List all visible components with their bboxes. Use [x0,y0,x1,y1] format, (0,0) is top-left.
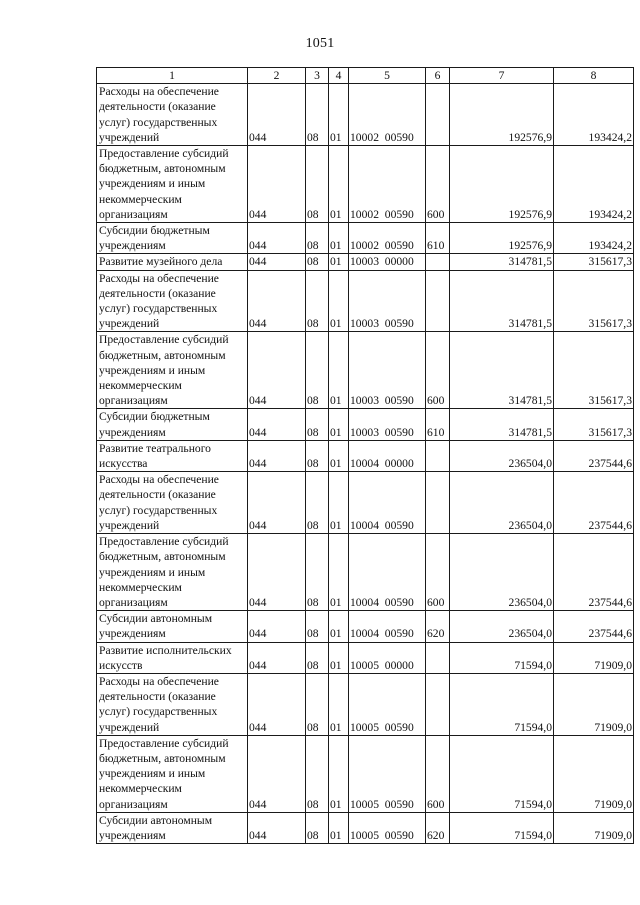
expense-type-cell: 620 [426,812,450,843]
row-name-cell: Субсидии бюджетным учреждениям [97,223,248,254]
section-code-cell: 08 [306,270,329,332]
amount-col7-cell: 71594,0 [450,812,554,843]
row-name-cell: Субсидии автономным учреждениям [97,611,248,642]
ministry-code-cell: 044 [248,254,306,270]
section-code-cell: 08 [306,332,329,409]
table-row [97,84,634,146]
amount-col7-cell: 192576,9 [450,223,554,254]
section-code-cell: 08 [306,611,329,642]
column-header-6: 6 [426,68,450,84]
column-header-8: 8 [554,68,634,84]
subsection-code-cell: 01 [329,254,349,270]
ministry-code-cell: 044 [248,812,306,843]
amount-col8-cell: 71909,0 [554,673,634,735]
column-header-1: 1 [97,68,248,84]
target-code-cell: 10003 00590 [349,332,426,409]
section-code-cell: 08 [306,84,329,146]
section-code-cell: 08 [306,146,329,223]
ministry-code-cell: 044 [248,642,306,673]
table-row [97,611,634,642]
amount-col8-cell: 315617,3 [554,409,634,440]
section-code-cell: 08 [306,472,329,534]
budget-table [96,67,634,844]
section-code-cell: 08 [306,735,329,812]
column-header-5: 5 [349,68,426,84]
amount-col7-cell: 71594,0 [450,673,554,735]
target-code-cell: 10004 00000 [349,440,426,471]
target-code-cell: 10005 00590 [349,673,426,735]
table-row [97,440,634,471]
target-code-cell: 10004 00590 [349,472,426,534]
ministry-code-cell: 044 [248,146,306,223]
amount-col7-cell: 314781,5 [450,270,554,332]
row-name-cell: Расходы на обеспечение деятельности (оказание услуг) государственных учреждений [97,84,248,146]
table-header-row [97,68,634,84]
ministry-code-cell: 044 [248,332,306,409]
ministry-code-cell: 044 [248,223,306,254]
table-row [97,146,634,223]
table-row [97,472,634,534]
row-name-cell: Субсидии автономным учреждениям [97,812,248,843]
amount-col7-cell: 314781,5 [450,409,554,440]
table-row [97,735,634,812]
row-name-cell: Развитие театрального искусства [97,440,248,471]
ministry-code-cell: 044 [248,611,306,642]
expense-type-cell: 600 [426,332,450,409]
amount-col8-cell: 237544,6 [554,611,634,642]
expense-type-cell: 610 [426,409,450,440]
expense-type-cell [426,440,450,471]
ministry-code-cell: 044 [248,673,306,735]
amount-col7-cell: 71594,0 [450,642,554,673]
ministry-code-cell: 044 [248,472,306,534]
amount-col8-cell: 71909,0 [554,812,634,843]
amount-col8-cell: 237544,6 [554,440,634,471]
amount-col7-cell: 236504,0 [450,472,554,534]
page-number: 1051 [305,36,335,51]
target-code-cell: 10002 00590 [349,223,426,254]
subsection-code-cell: 01 [329,332,349,409]
column-header-7: 7 [450,68,554,84]
target-code-cell: 10002 00590 [349,146,426,223]
amount-col7-cell: 236504,0 [450,534,554,611]
ministry-code-cell: 044 [248,735,306,812]
ministry-code-cell: 044 [248,84,306,146]
subsection-code-cell: 01 [329,642,349,673]
amount-col8-cell: 193424,2 [554,223,634,254]
table-row [97,812,634,843]
row-name-cell: Предоставление субсидий бюджетным, автономным учреждениям и иным некоммерческим организациям [97,332,248,409]
row-name-cell: Расходы на обеспечение деятельности (оказание услуг) государственных учреждений [97,673,248,735]
row-name-cell: Расходы на обеспечение деятельности (оказание услуг) государственных учреждений [97,270,248,332]
column-header-2: 2 [248,68,306,84]
section-code-cell: 08 [306,673,329,735]
amount-col8-cell: 71909,0 [554,642,634,673]
table-row [97,332,634,409]
table-body [97,84,634,844]
amount-col8-cell: 193424,2 [554,84,634,146]
section-code-cell: 08 [306,440,329,471]
ministry-code-cell: 044 [248,534,306,611]
column-header-3: 3 [306,68,329,84]
ministry-code-cell: 044 [248,409,306,440]
row-name-cell: Развитие музейного дела [97,254,248,270]
expense-type-cell [426,270,450,332]
section-code-cell: 08 [306,223,329,254]
amount-col8-cell: 315617,3 [554,254,634,270]
target-code-cell: 10003 00590 [349,270,426,332]
expense-type-cell [426,84,450,146]
target-code-cell: 10003 00590 [349,409,426,440]
row-name-cell: Предоставление субсидий бюджетным, автономным учреждениям и иным некоммерческим организациям [97,146,248,223]
ministry-code-cell: 044 [248,440,306,471]
subsection-code-cell: 01 [329,146,349,223]
row-name-cell: Расходы на обеспечение деятельности (оказание услуг) государственных учреждений [97,472,248,534]
target-code-cell: 10005 00000 [349,642,426,673]
table-row [97,223,634,254]
expense-type-cell [426,472,450,534]
amount-col7-cell: 236504,0 [450,611,554,642]
ministry-code-cell: 044 [248,270,306,332]
table-row [97,254,634,270]
amount-col8-cell: 237544,6 [554,472,634,534]
expense-type-cell [426,254,450,270]
subsection-code-cell: 01 [329,611,349,642]
subsection-code-cell: 01 [329,440,349,471]
section-code-cell: 08 [306,642,329,673]
section-code-cell: 08 [306,254,329,270]
target-code-cell: 10004 00590 [349,534,426,611]
expense-type-cell: 600 [426,735,450,812]
row-name-cell: Предоставление субсидий бюджетным, автономным учреждениям и иным некоммерческим организациям [97,534,248,611]
target-code-cell: 10005 00590 [349,812,426,843]
section-code-cell: 08 [306,812,329,843]
target-code-cell: 10002 00590 [349,84,426,146]
table-row [97,534,634,611]
amount-col7-cell: 192576,9 [450,84,554,146]
row-name-cell: Развитие исполнительских искусств [97,642,248,673]
amount-col7-cell: 71594,0 [450,735,554,812]
row-name-cell: Предоставление субсидий бюджетным, автономным учреждениям и иным некоммерческим организациям [97,735,248,812]
amount-col8-cell: 315617,3 [554,270,634,332]
amount-col8-cell: 315617,3 [554,332,634,409]
expense-type-cell [426,642,450,673]
column-header-4: 4 [329,68,349,84]
expense-type-cell: 600 [426,534,450,611]
target-code-cell: 10004 00590 [349,611,426,642]
subsection-code-cell: 01 [329,223,349,254]
amount-col7-cell: 314781,5 [450,332,554,409]
subsection-code-cell: 01 [329,409,349,440]
target-code-cell: 10005 00590 [349,735,426,812]
table-row [97,409,634,440]
subsection-code-cell: 01 [329,812,349,843]
table-row [97,270,634,332]
row-name-cell: Субсидии бюджетным учреждениям [97,409,248,440]
subsection-code-cell: 01 [329,270,349,332]
subsection-code-cell: 01 [329,673,349,735]
amount-col7-cell: 314781,5 [450,254,554,270]
amount-col8-cell: 193424,2 [554,146,634,223]
table-row [97,673,634,735]
expense-type-cell: 610 [426,223,450,254]
expense-type-cell [426,673,450,735]
amount-col7-cell: 236504,0 [450,440,554,471]
subsection-code-cell: 01 [329,534,349,611]
subsection-code-cell: 01 [329,84,349,146]
expense-type-cell: 600 [426,146,450,223]
subsection-code-cell: 01 [329,735,349,812]
target-code-cell: 10003 00000 [349,254,426,270]
section-code-cell: 08 [306,534,329,611]
amount-col8-cell: 71909,0 [554,735,634,812]
amount-col8-cell: 237544,6 [554,534,634,611]
subsection-code-cell: 01 [329,472,349,534]
expense-type-cell: 620 [426,611,450,642]
section-code-cell: 08 [306,409,329,440]
table-row [97,642,634,673]
amount-col7-cell: 192576,9 [450,146,554,223]
